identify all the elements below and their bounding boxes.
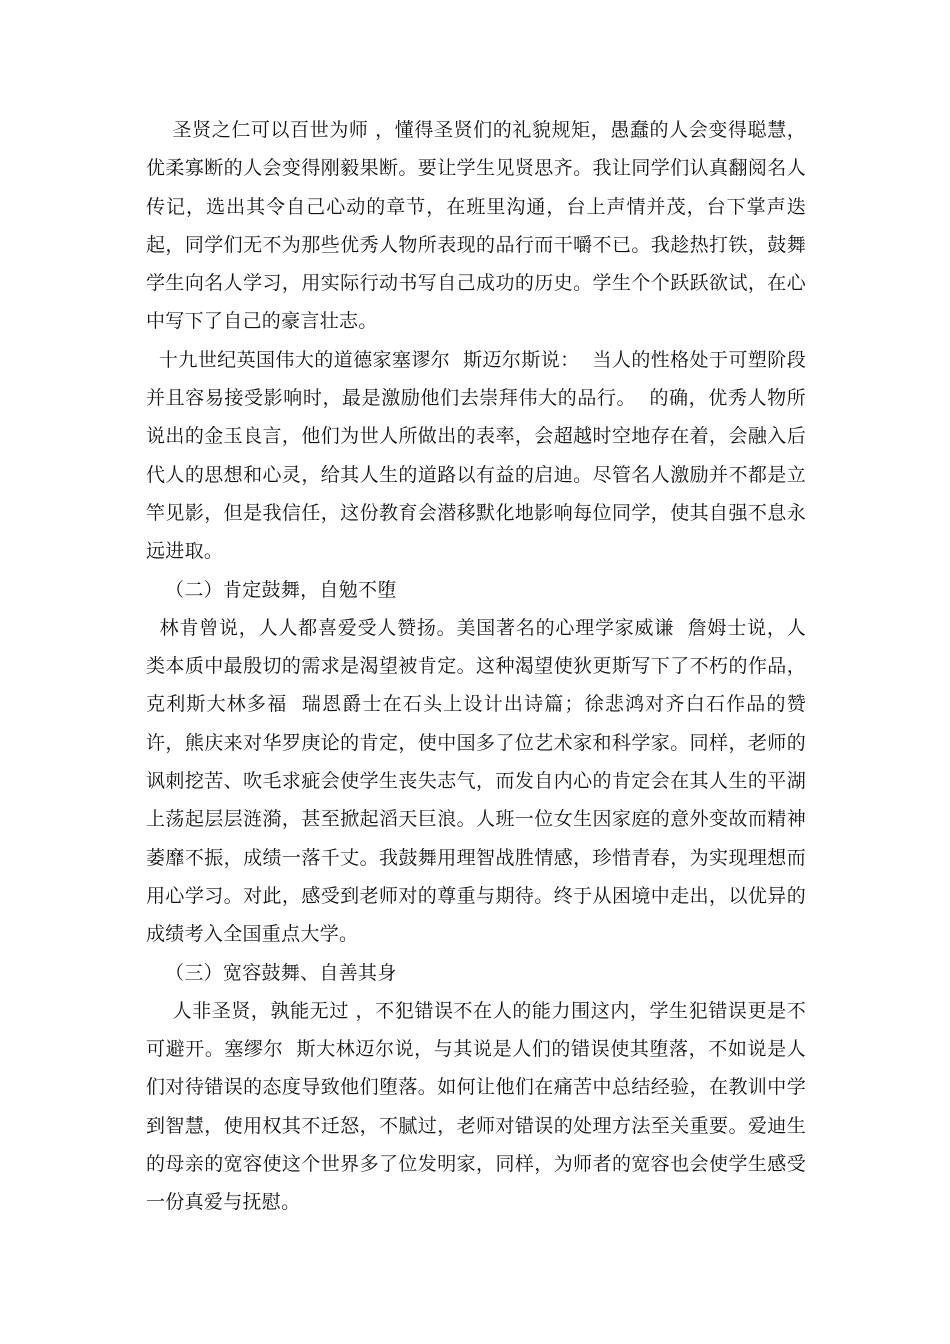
section-heading-tolerance: （三）宽容鼓舞、自善其身 xyxy=(146,961,397,984)
paragraph-smiles-quote: 十九世纪英国伟大的道德家塞谬尔 斯迈尔斯说： 当人的性格处于可塑阶段并且容易接受影响时，最是激励他们去崇拜伟大的品行。 的确，优秀人物所说出的金玉良言，他们为世人所做出的表率，会超越时空地存在着，会融入后代人的思想和心灵，给其人生的道路以有益的启迪。尽管名人激励并不都是立竿见影，但是我信任，这份教育会潜移默化地影响每位同学，使其自强不息永远进取。 xyxy=(146,348,806,563)
paragraph-lincoln-praise: 林肯曾说，人人都喜爱受人赞扬。美国著名的心理学家威谦 詹姆士说，人类本质中最殷切的需求是渴望被肯定。这种渴望使狄更斯写下了不朽的作品，克利斯大林多福 瑞恩爵士在石头上设计出诗篇；徐悲鸿对齐白石作品的赞许，熊庆来对华罗庚论的肯定，使中国多了位艺术家和科学家。同样，老师的讽刺挖苦、吹毛求疵会使学生丧失志气，而发自内心的肯定会在其人生的平湖上荡起层层涟漪，甚至掀起滔天巨浪。人班一位女生因家庭的意外变故而精神萎靡不振，成绩一落千丈。我鼓舞用理智战胜情感，珍惜青春，为实现理想而用心学习。对此，感受到老师对的尊重与期待。终于从困境中走出，以优异的成绩考入全国重点大学。 xyxy=(146,616,806,946)
section-heading-affirmation: （二）肯定鼓舞，自勉不堕 xyxy=(146,578,397,601)
paragraph-sages-virtue: 圣贤之仁可以百世为师 ，懂得圣贤们的礼貌规矩，愚蠢的人会变得聪慧，优柔寡断的人会变得刚毅果断。要让学生见贤思齐。我让同学们认真翻阅名人传记，选出其令自己心动的章节，在班里沟通，台上声情并茂，台下掌声迭起，同学们无不为那些优秀人物所表现的品行而干嚼不已。我趁热打铁，鼓舞学生向名人学习，用实际行动书写自己成功的历史。学生个个跃跃欲试，在心中写下了自己的豪言壮志。 xyxy=(146,119,806,333)
document-body xyxy=(146,111,806,1222)
paragraph-mistakes-tolerance: 人非圣贤，孰能无过 ，不犯错误不在人的能力围这内，学生犯错误更是不可避开。塞缪尔 斯大林迈尔说，与其说是人们的错误使其堕落，不如说是人们对待错误的态度导致他们堕落。如何让他们在痛苦中总结经验，在教训中学到智慧，使用权其不迁怒，不腻过，老师对错误的处理方法至关重要。爱迪生的母亲的宽容使这个世界多了位发明家，同样，为师者的宽容也会使学生感受一份真爱与抚慰。 xyxy=(146,999,806,1214)
